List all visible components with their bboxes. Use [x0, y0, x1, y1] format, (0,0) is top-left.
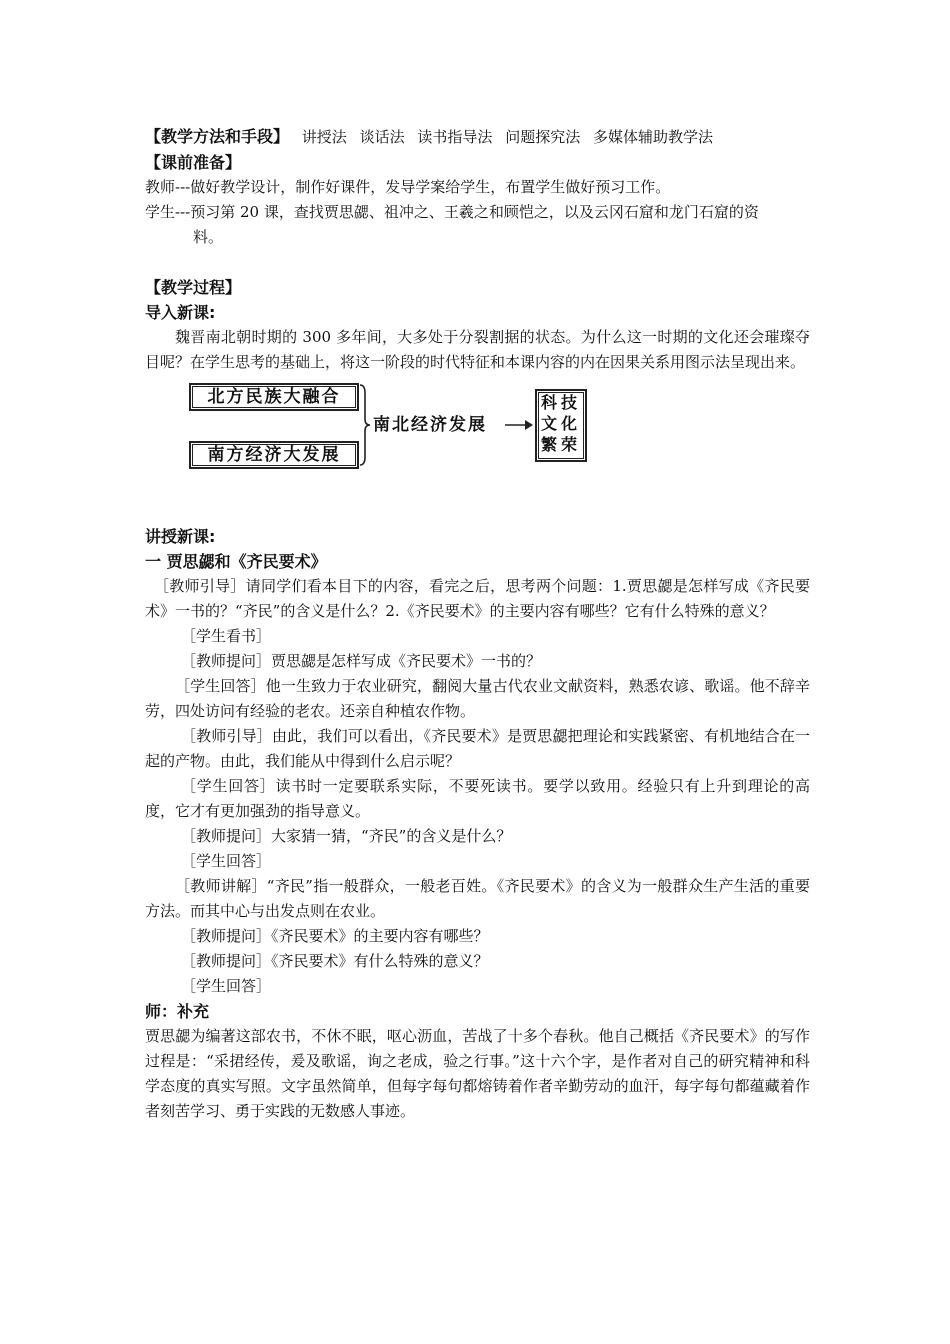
method-item: 多媒体辅助教学法: [592, 128, 713, 146]
dialogue-paragraph: ［教师提问］《齐民要术》有什么特殊的意义？: [181, 952, 489, 970]
prep-heading: 【课前准备】: [145, 153, 242, 172]
diagram-box-north: 北方民族大融合: [189, 383, 359, 411]
intro-text: 魏晋南北朝时期的 300 多年间，大多处于分裂割据的状态。为什么这一时期的文化还会璀璨夺目呢？在学生思考的基础上，将这一阶段的时代特征和本课内容的内在因果关系用图示法呈现出来。: [145, 328, 810, 371]
supplement-text: 贾思勰为编著这部农书，不休不眠，呕心沥血，苦战了十多个春秋。他自己概括《齐民要术》的写作过程是：“采捃经传，爰及歌谣，询之老成，验之行事。”这十六个字，是作者对自己的研究精神和科学态度的真实写照。文字虽然简单，但每字每句都熔铸着作者辛勤劳动的血汗，每字每句都蕴藏着作者刻苦学习、勇于实践的无数感人事迹。: [145, 1027, 810, 1120]
arrow-right-icon: [505, 417, 533, 433]
dialogue-paragraph: ［学生看书］: [181, 627, 272, 645]
diagram-box-south: 南方经济大发展: [189, 441, 359, 469]
dialogue-paragraph: ［学生回答］: [181, 852, 272, 870]
document-page: [145, 124, 810, 1124]
dialogue-paragraph: ［教师引导］请同学们看本目下的内容，看完之后，思考两个问题：1.贾思勰是怎样写成《齐民要术》一书的？“齐民”的含义是什么？2.《齐民要术》的主要内容有哪些？它有什么特殊的意义？: [145, 577, 810, 620]
cause-effect-diagram: [145, 379, 810, 479]
dialogue-paragraph: ［学生回答］他一生致力于农业研究，翻阅大量古代农业文献资料，熟悉农谚、歌谣。他不辞辛劳，四处访问有经验的老农。还亲自种植农作物。: [145, 677, 810, 720]
dialogue-paragraph: ［教师提问］贾思勰是怎样写成《齐民要术》一书的？: [181, 652, 542, 670]
diagram-middle: 南北经济发展: [373, 415, 487, 435]
process-heading: 【教学过程】: [145, 278, 242, 297]
result-line: 科技: [540, 393, 581, 412]
methods-line: [145, 124, 810, 150]
lesson-heading: 讲授新课:: [145, 527, 216, 546]
methods-heading: 【教学方法和手段】: [145, 127, 290, 146]
method-item: 问题探究法: [505, 128, 581, 146]
prep-student-line2: 料。: [193, 228, 224, 246]
prep-student-line1: 学生---预习第 20 课，查找贾思勰、祖冲之、王羲之和顾恺之，以及云冈石窟和龙门石窟的资: [145, 203, 759, 221]
dialogue-paragraph: ［教师提问］大家猜一猜，“齐民”的含义是什么？: [181, 827, 512, 845]
prep-teacher: 教师---做好教学设计，制作好课件，发导学案给学生，布置学生做好预习工作。: [145, 178, 671, 196]
method-item: 读书指导法: [417, 128, 493, 146]
method-item: 讲授法: [301, 128, 347, 146]
result-line: 文化: [540, 414, 581, 433]
brace-icon: [359, 383, 371, 467]
result-line: 繁荣: [540, 435, 581, 454]
method-item: 谈话法: [359, 128, 405, 146]
intro-heading: 导入新课:: [145, 303, 216, 322]
dialogue-paragraph: ［学生回答］读书时一定要联系实际，不要死读书。要学以致用。经验只有上升到理论的高度，它才有更加强劲的指导意义。: [145, 777, 810, 820]
dialogue-paragraph: ［教师提问］《齐民要术》的主要内容有哪些？: [181, 927, 489, 945]
dialogue-paragraph: ［教师讲解］“齐民”指一般群众，一般老百姓。《齐民要术》的含义为一般群众生产生活的重要方法。而其中心与出发点则在农业。: [145, 877, 810, 920]
section-title: 一 贾思勰和《齐民要术》: [145, 552, 327, 571]
diagram-box-result: [535, 389, 587, 462]
dialogue-paragraph: ［学生回答］: [181, 977, 272, 995]
supplement-heading: 师：补充: [145, 1002, 210, 1021]
dialogue-paragraph: ［教师引导］由此，我们可以看出，《齐民要术》是贾思勰把理论和实践紧密、有机地结合在一起的产物。由此，我们能从中得到什么启示呢？: [145, 727, 810, 770]
